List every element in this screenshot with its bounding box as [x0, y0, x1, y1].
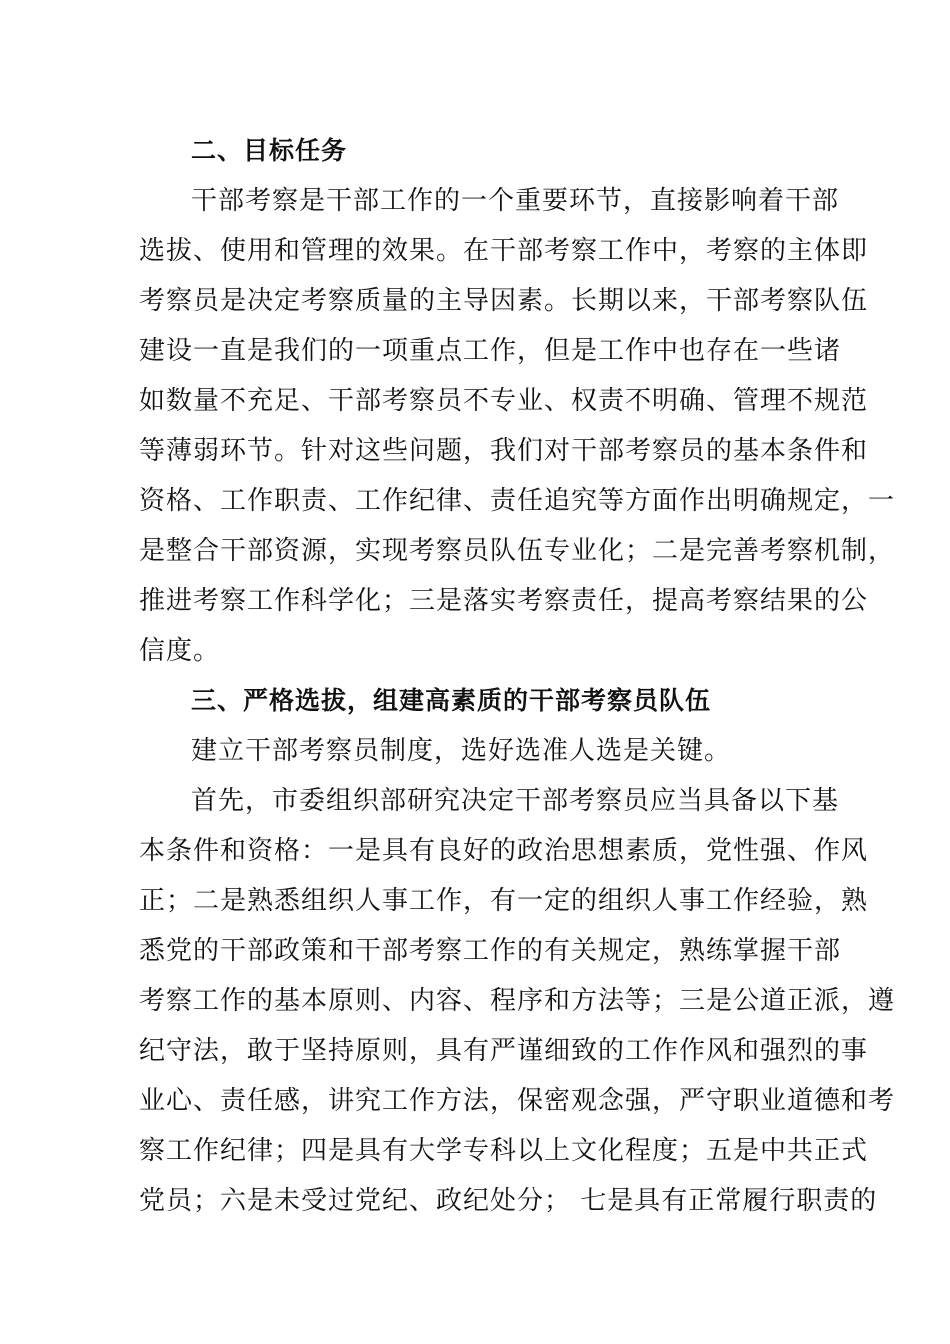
paragraph-line: 干部考察是干部工作的一个重要环节，直接影响着干部	[191, 186, 840, 216]
paragraph-line: 党员；六是未受过党纪、政纪处分； 七是具有正常履行职责的	[139, 1186, 878, 1216]
paragraph-intro: 建立干部考察员制度，选好选准人选是关键。	[191, 736, 732, 766]
paragraph-line: 如数量不充足、干部考察员不专业、权责不明确、管理不规范	[139, 386, 869, 416]
paragraph-line: 察工作纪律；四是具有大学专科以上文化程度；五是中共正式	[139, 1136, 869, 1166]
paragraph-line: 等薄弱环节。针对这些问题，我们对干部考察员的基本条件和	[139, 436, 869, 466]
paragraph-line: 纪守法，敢于坚持原则，具有严谨细致的工作作风和强烈的事	[139, 1036, 869, 1066]
paragraph-line: 首先，市委组织部研究决定干部考察员应当具备以下基	[191, 786, 840, 816]
paragraph-line: 本条件和资格：一是具有良好的政治思想素质，党性强、作风	[139, 836, 869, 866]
paragraph-line: 正；二是熟悉组织人事工作，有一定的组织人事工作经验，熟	[139, 886, 869, 916]
section-heading-selection: 三、严格选拔，组建高素质的干部考察员队伍	[191, 686, 712, 715]
section-heading-goals: 二、目标任务	[191, 136, 348, 165]
paragraph-line: 业心、责任感，讲究工作方法，保密观念强，严守职业道德和考	[139, 1086, 896, 1116]
paragraph-line: 考察工作的基本原则、内容、程序和方法等；三是公道正派，遵	[139, 986, 896, 1016]
paragraph-line: 推进考察工作科学化；三是落实考察责任，提高考察结果的公	[139, 586, 869, 616]
paragraph-line: 建设一直是我们的一项重点工作，但是工作中也存在一些诸	[139, 336, 842, 366]
paragraph-line: 信度。	[139, 636, 221, 666]
paragraph-line: 是整合干部资源，实现考察员队伍专业化；二是完善考察机制，	[139, 536, 896, 566]
paragraph-line: 选拔、使用和管理的效果。在干部考察工作中，考察的主体即	[139, 236, 869, 266]
paragraph-line: 考察员是决定考察质量的主导因素。长期以来，干部考察队伍	[139, 286, 869, 316]
paragraph-line: 资格、工作职责、工作纪律、责任追究等方面作出明确规定，一	[139, 486, 896, 516]
paragraph-line: 悉党的干部政策和干部考察工作的有关规定，熟练掌握干部	[139, 936, 842, 966]
